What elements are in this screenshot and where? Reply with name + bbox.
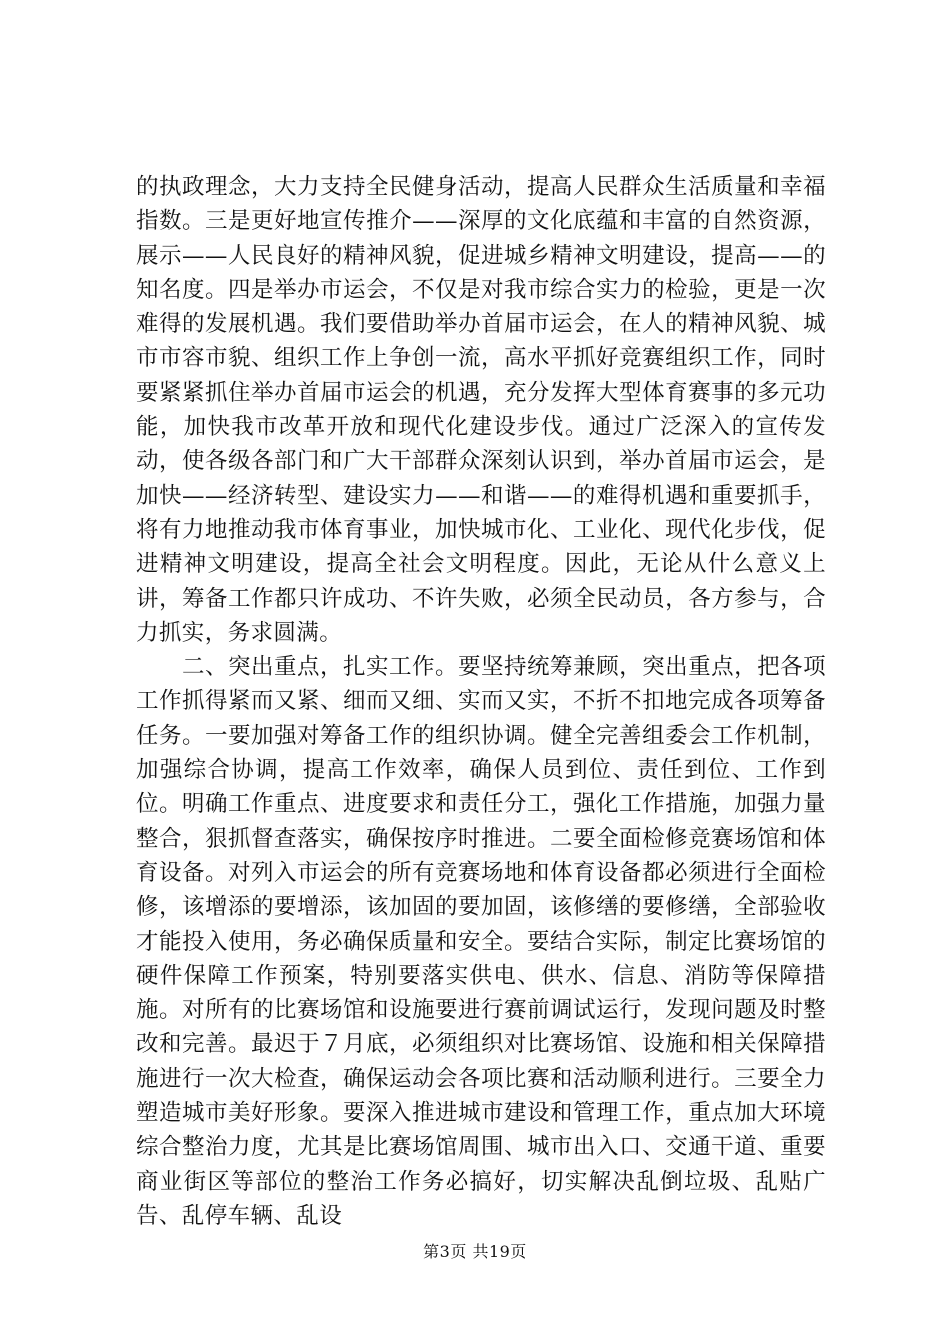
paragraph-2: 二、突出重点，扎实工作。要坚持统筹兼顾，突出重点，把各项工作抓得紧而又紧、细而又细、实而又实，不折不扣地完成各项筹备任务。一要加强对筹备工作的组织协调。健全完善组委会工作机制，加强综合协调，提高工作效率，确保人员到位、责任到位、工作到位。明确工作重点、进度要求和责任分工，强化工作措施，加强力量整合，狠抓督查落实，确保按序时推进。二要全面检修竞赛场馆和体育设备。对列入市运会的所有竞赛场地和体育设备都必须进行全面检修，该增添的要增添，该加固的要加固，该修缮的要修缮，全部验收才能投入使用，务必确保质量和安全。要结合实际，制定比赛场馆的硬件保障工作预案，特别要落实供电、供水、信息、消防等保障措施。对所有的比赛场馆和设施要进行赛前调试运行，发现问题及时整改和完善。最迟于７月底，必须组织对比赛场馆、设施和相关保障措施进行一次大检查，确保运动会各项比赛和活动顺利进行。三要全力塑造城市美好形象。要深入推进城市建设和管理工作，重点加大环境综合整治力度，尤其是比赛场馆周围、城市出入口、交通干道、重要商业街区等部位的整治工作务必搞好，切实解决乱倒垃圾、乱贴广告、乱停车辆、乱设 — [136, 654, 826, 1229]
body-text — [136, 170, 826, 1233]
page-number-footer: 第3页 共19页 — [423, 1242, 527, 1261]
paragraph-1: 的执政理念，大力支持全民健身活动，提高人民群众生活质量和幸福指数。三是更好地宣传推介——深厚的文化底蕴和丰富的自然资源，展示——人民良好的精神风貌，促进城乡精神文明建设，提高——的知名度。四是举办市运会，不仅是对我市综合实力的检验，更是一次难得的发展机遇。我们要借助举办首届市运会，在人的精神风貌、城市市容市貌、组织工作上争创一流，高水平抓好竞赛组织工作，同时要紧紧抓住举办首届市运会的机遇，充分发挥大型体育赛事的多元功能，加快我市改革开放和现代化建设步伐。通过广泛深入的宣传发动，使各级各部门和广大干部群众深刻认识到，举办首届市运会，是加快——经济转型、建设实力——和谐——的难得机遇和重要抓手，将有力地推动我市体育事业，加快城市化、工业化、现代化步伐，促进精神文明建设，提高全社会文明程度。因此，无论从什么意义上讲，筹备工作都只许成功、不许失败，必须全民动员，各方参与，合力抓实，务求圆满。 — [136, 174, 826, 646]
